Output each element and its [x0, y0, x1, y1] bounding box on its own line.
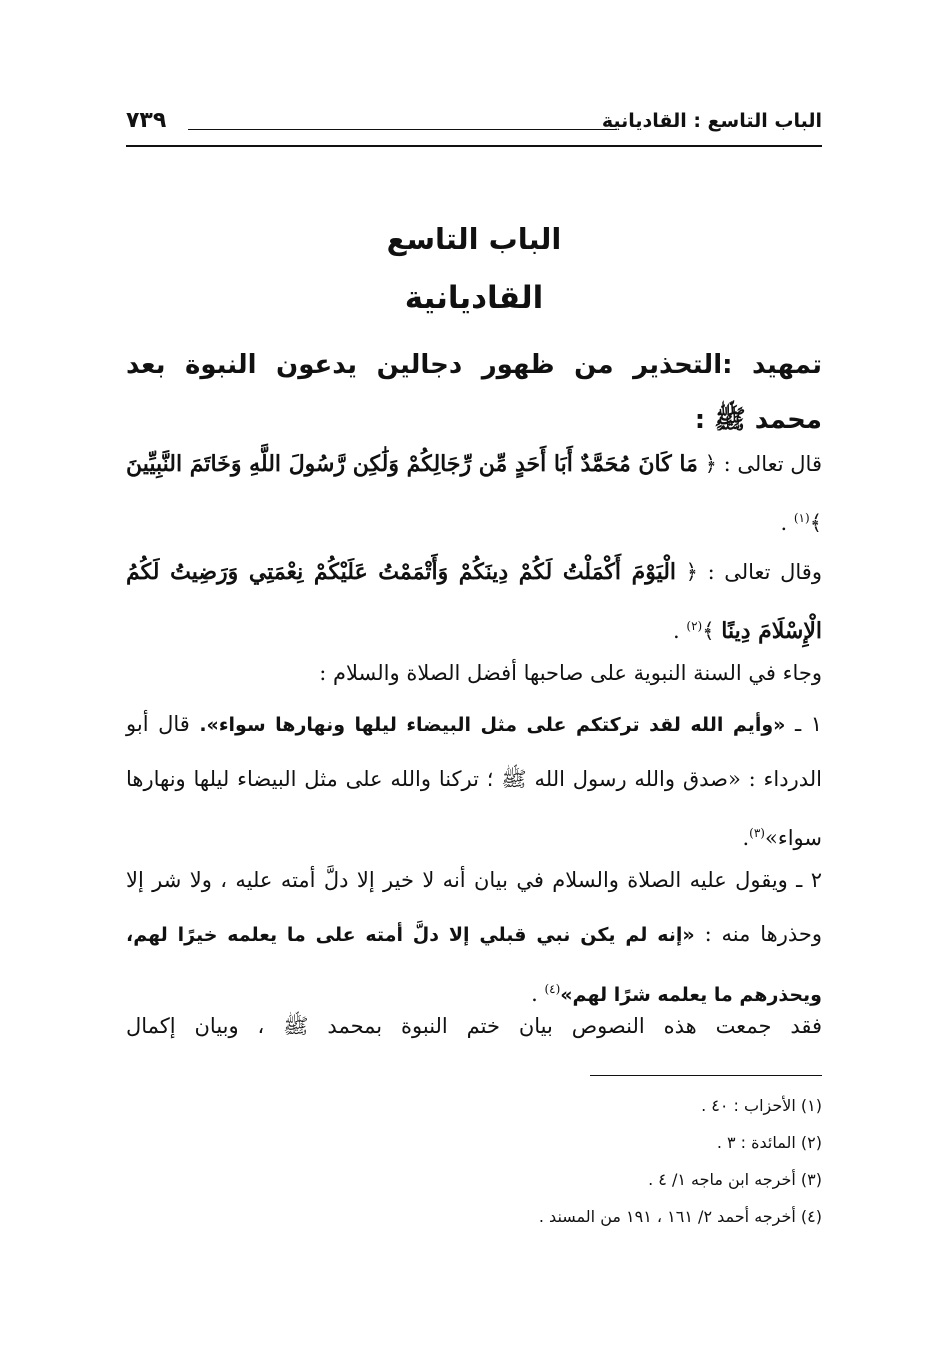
verse-2-end: . — [673, 619, 680, 643]
running-header — [126, 108, 822, 144]
verse-1-end: . — [780, 511, 788, 535]
footnote-ref-2: (٢) — [686, 619, 703, 633]
verse-2-close: ﴾ — [702, 619, 715, 643]
paragraph-hadith-1 — [126, 697, 822, 865]
paragraph-hadith-2 — [126, 853, 822, 1022]
header-rule — [126, 145, 822, 147]
footnote-ref-1: (١) — [793, 511, 810, 525]
hadith-1-text: «وأيم الله لقد تركتكم على مثل البيضاء ليلها ونهارها سواء». — [199, 714, 786, 736]
page-number: ٧٣٩ — [126, 108, 167, 133]
hadith-1-number: ١ ـ — [795, 712, 823, 736]
chapter-subtitle: القاديانية — [404, 280, 544, 316]
header-dash-line — [188, 129, 617, 130]
chapter-title: الباب التاسع — [386, 222, 562, 256]
footnotes — [126, 1087, 822, 1235]
paragraph-verse-1 — [126, 437, 822, 550]
verse-1-lead: قال تعالى : ﴿ — [704, 452, 822, 476]
hadith-1-end: . — [742, 826, 750, 850]
verse-2-lead: وقال تعالى : ﴿ — [685, 560, 822, 584]
verse-1-close: ﴾ — [809, 511, 822, 535]
footnote-4: (٤) أخرجه أحمد ٢/ ١٦١ ، ١٩١ من المسند . — [538, 1207, 822, 1226]
hadith-2-end: . — [531, 982, 538, 1006]
hadith-2-intro: ٢ ـ ويقول عليه الصلاة والسلام في بيان أنه لا خير إلا دلَّ أمته عليه ، ولا شر إلا وحذرها منه : — [126, 868, 823, 946]
footnote-2: (٢) المائدة : ٣ . — [716, 1133, 822, 1152]
hadith-1-commentary: قال أبو الدرداء : «صدق والله رسول الله ﷺ ؛ تركنا والله على مثل البيضاء ليلها ونهارها سواء» — [126, 712, 822, 850]
paragraph-sunnah-intro: وجاء في السنة النبوية على صاحبها أفضل الصلاة والسلام : — [319, 661, 822, 685]
paragraph-verse-2 — [126, 545, 822, 658]
footnote-rule — [590, 1075, 822, 1076]
footnote-ref-3: (٣) — [749, 826, 765, 840]
verse-1-text: مَا كَانَ مُحَمَّدٌ أَبَا أَحَدٍ مِّن رِّجَالِكُمْ وَلَٰكِن رَّسُولَ اللَّهِ وَخَاتَمَ النَّبِيِّينَ — [126, 451, 698, 477]
paragraph-conclusion: فقد جمعت هذه النصوص بيان ختم النبوة بمحمد ﷺ ، وبيان إكمال — [126, 1014, 822, 1038]
verse-2-text: الْيَوْمَ أَكْمَلْتُ لَكُمْ دِينَكُمْ وَأَتْمَمْتُ عَلَيْكُمْ نِعْمَتِي وَرَضِيتُ لَكُمُ الْإِسْلَامَ دِينًا — [126, 559, 822, 644]
hadith-2-text: «إنه لم يكن نبي قبلي إلا دلَّ أمته على ما يعلمه خيرًا لهم، ويحذرهم ما يعلمه شرًا لهم» — [126, 924, 822, 1006]
footnote-ref-4: (٤) — [544, 982, 561, 996]
footnote-1: (١) الأحزاب : ٤٠ . — [701, 1096, 822, 1115]
running-title: الباب التاسع : القاديانية — [601, 110, 822, 132]
intro-heading: تمهيد :التحذير من ظهور دجالين يدعون النبوة بعد محمد ﷺ : — [126, 350, 822, 435]
footnote-3: (٣) أخرجه ابن ماجه ١/ ٤ . — [648, 1170, 822, 1189]
